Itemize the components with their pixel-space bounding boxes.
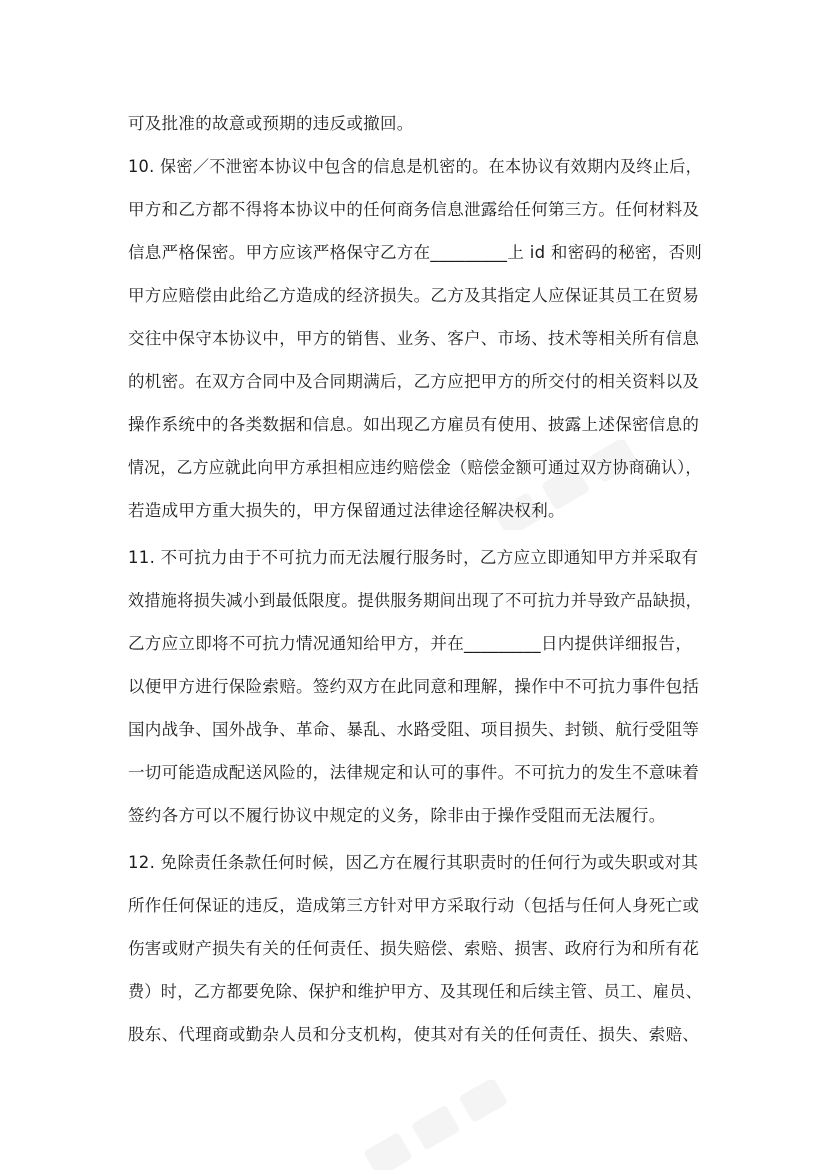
text-line: 签约各方可以不履行协议中规定的义务，除非由于操作受阻而无法履行。 bbox=[128, 806, 666, 825]
text-line: 乙方应立即将不可抗力情况通知给甲方，并在_________日内提供详细报告， bbox=[128, 634, 693, 653]
text-line: 甲方应赔偿由此给乙方造成的经济损失。乙方及其指定人应保证其员工在贸易 bbox=[128, 286, 700, 305]
clause-10-heading: 10. 保密／不泄密本协议中包含的信息是机密的。在本协议有效期内及终止后， bbox=[128, 157, 703, 176]
clause-12-heading: 12. 免除责任条款任何时候，因乙方在履行其职责时的任何行为或失职或对其 bbox=[128, 853, 699, 872]
text-line: 以便甲方进行保险索赔。签约双方在此同意和理解，操作中不可抗力事件包括 bbox=[128, 677, 700, 696]
text-line: 交往中保守本协议中，甲方的销售、业务、客户、市场、技术等相关所有信息 bbox=[128, 329, 700, 348]
text-line: 股东、代理商或勤杂人员和分支机构，使其对有关的任何责任、损失、索赔、 bbox=[128, 1025, 700, 1044]
text-line: 效措施将损失减小到最低限度。提供服务期间出现了不可抗力并导致产品缺损， bbox=[128, 591, 702, 610]
text-line: 费）时，乙方都要免除、保护和维护甲方、及其现任和后续主管、员工、雇员、 bbox=[128, 982, 702, 1001]
text-line: 情况，乙方应就此向甲方承担相应违约赔偿金（赔偿金额可通过双方协商确认）， bbox=[128, 458, 702, 477]
text-line: 一切可能造成配送风险的，法律规定和认可的事件。不可抗力的发生不意味着 bbox=[128, 763, 700, 782]
text-line: 可及批准的故意或预期的违反或撤回。 bbox=[128, 114, 414, 133]
text-line: 信息严格保密。甲方应该严格保守乙方在_________上 id 和密码的秘密，否则 bbox=[128, 243, 703, 262]
clause-11-heading: 11. 不可抗力由于不可抗力而无法履行服务时，乙方应立即通知甲方并采取有 bbox=[128, 548, 699, 567]
text-line: 国内战争、国外战争、革命、暴乱、水路受阻、项目损失、封锁、航行受阻等 bbox=[128, 720, 700, 739]
text-line: 伤害或财产损失有关的任何责任、损失赔偿、索赔、损害、政府行为和所有花 bbox=[128, 939, 700, 958]
text-line: 操作系统中的各类数据和信息。如出现乙方雇员有使用、披露上述保密信息的 bbox=[128, 415, 700, 434]
text-line: 若造成甲方重大损失的，甲方保留通过法律途径解决权利。 bbox=[128, 501, 565, 520]
text-line: 的机密。在双方合同中及合同期满后，乙方应把甲方的所交付的相关资料以及 bbox=[128, 372, 700, 391]
text-line: 所作任何保证的违反，造成第三方针对甲方采取行动（包括与任何人身死亡或 bbox=[128, 896, 700, 915]
watermark-graphic bbox=[340, 1080, 540, 1170]
text-line: 甲方和乙方都不得将本协议中的任何商务信息泄露给任何第三方。任何材料及 bbox=[128, 200, 700, 219]
